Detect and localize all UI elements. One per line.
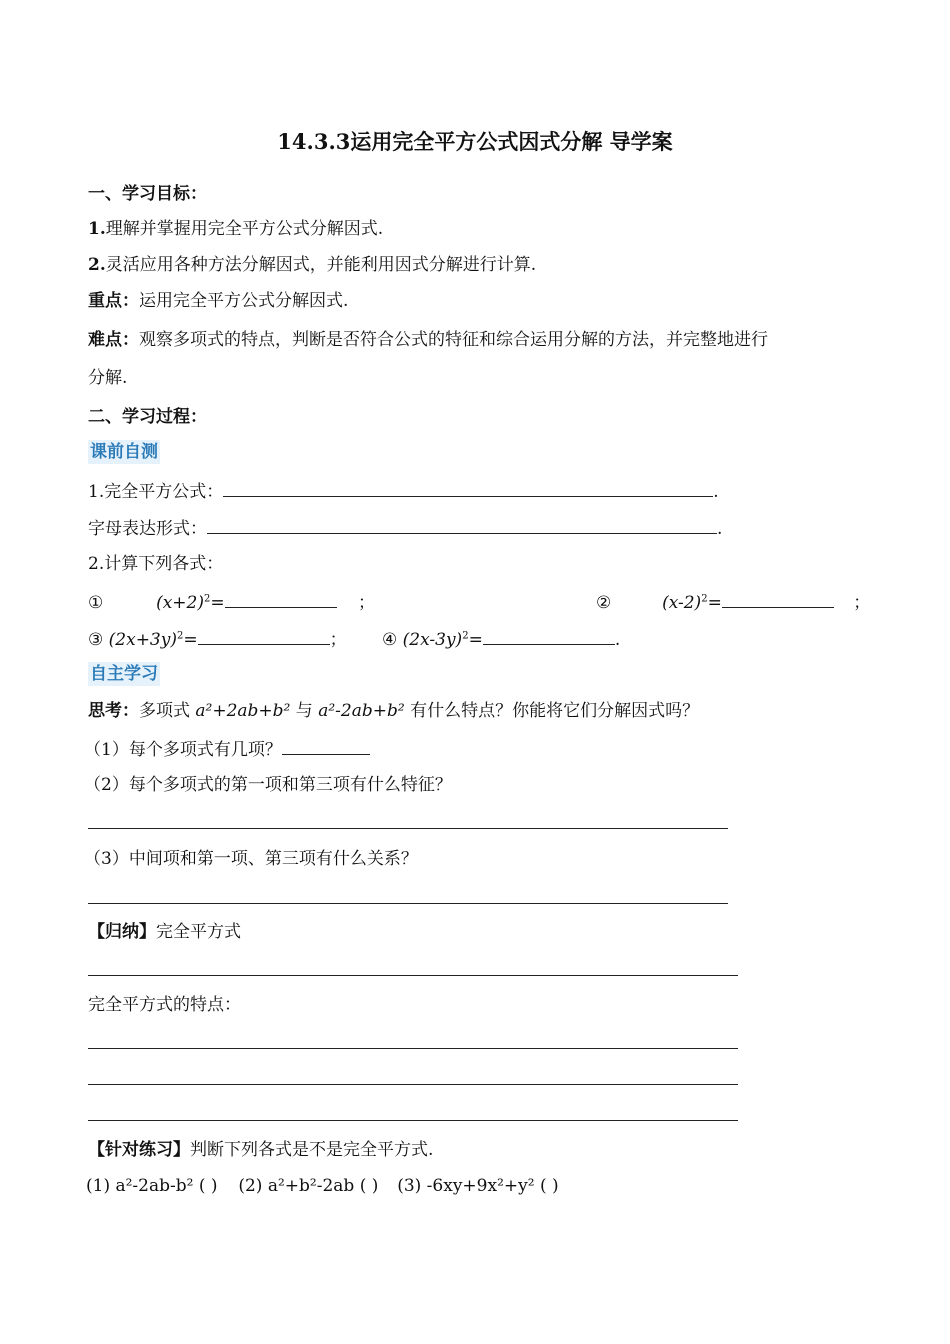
key-point — [88, 289, 348, 313]
think-polynomial-1: a²+2ab+b² — [195, 701, 291, 721]
calc-1-expression: (x+2) — [156, 593, 204, 613]
goal-1-number: 1. — [88, 219, 106, 239]
calc-1-answer-blank[interactable] — [225, 589, 337, 608]
question-1-end: . — [713, 482, 719, 502]
calc-3-exponent: 2 — [177, 630, 184, 642]
calc-4-expression: (2x-3y) — [402, 630, 463, 650]
question-1b — [88, 515, 722, 541]
think-question — [88, 699, 699, 723]
calc-4-answer-blank[interactable] — [483, 626, 615, 645]
self-study-tag: 自主学习 — [90, 664, 158, 684]
goal-2 — [88, 253, 536, 277]
features-label: 完全平方式的特点： — [88, 995, 241, 1015]
page-title: 14.3.3运用完全平方公式因式分解 导学案 — [277, 129, 673, 154]
self-study-heading — [88, 662, 160, 686]
practice-item-3: (3) -6xy+9x²+y² ( ) — [397, 1176, 559, 1196]
key-point-text: 运用完全平方公式分解因式. — [139, 291, 349, 311]
question-1b-end: . — [717, 519, 723, 539]
features-answer-line-3[interactable] — [88, 1120, 738, 1121]
pre-test-heading — [88, 440, 160, 464]
sub-question-3: （3）中间项和第一项、第三项有什么关系？ — [84, 849, 418, 869]
calc-2 — [596, 589, 870, 615]
features-answer-line-2[interactable] — [88, 1084, 738, 1085]
question-1 — [88, 478, 719, 504]
calc-2-equals: = — [707, 593, 722, 613]
think-label: 思考： — [88, 701, 139, 721]
think-polynomial-2: a²-2ab+b² — [318, 701, 405, 721]
calc-2-end: ； — [853, 593, 871, 613]
goal-2-number: 2. — [88, 255, 106, 275]
calc-1-end: ； — [358, 593, 376, 613]
section2-heading: 二、学习过程： — [88, 407, 207, 427]
key-point-label: 重点： — [88, 291, 139, 311]
calc-2-answer-blank[interactable] — [722, 589, 834, 608]
question-1b-answer-blank[interactable] — [207, 515, 717, 534]
question-1b-label: 字母表达形式： — [88, 519, 207, 539]
difficulty-text-line2: 分解. — [88, 368, 128, 388]
difficulty-point — [88, 328, 768, 352]
calc-3-equals: = — [183, 630, 198, 650]
think-mid: 与 — [295, 701, 313, 721]
practice-items — [86, 1174, 559, 1198]
practice-text: 判断下列各式是不是完全平方式. — [190, 1140, 434, 1160]
pre-test-tag: 课前自测 — [90, 442, 158, 462]
sub-question-1 — [84, 736, 370, 762]
question-2-label: 2.计算下列各式： — [88, 554, 224, 574]
calc-3-end: ； — [329, 630, 347, 650]
calc-3 — [88, 626, 347, 652]
think-pre: 多项式 — [139, 701, 190, 721]
calc-1 — [88, 589, 375, 615]
calc-3-marker: ③ — [88, 630, 104, 650]
difficulty-label: 难点： — [88, 330, 139, 350]
summary-answer-line[interactable] — [88, 975, 738, 976]
calc-4-marker: ④ — [382, 630, 398, 650]
sub-question-1-text: （1）每个多项式有几项？ — [84, 740, 282, 760]
calc-2-marker: ② — [596, 593, 612, 613]
question-1-label: 1.完全平方公式： — [88, 482, 224, 502]
goal-1-text: 理解并掌握用完全平方公式分解因式. — [105, 219, 384, 239]
calc-2-expression: (x-2) — [662, 593, 702, 613]
calc-1-equals: = — [210, 593, 225, 613]
goal-1 — [88, 217, 383, 241]
calc-1-exponent: 2 — [203, 593, 211, 605]
calc-3-answer-blank[interactable] — [198, 626, 330, 645]
calc-4-exponent: 2 — [462, 630, 469, 642]
sub-question-2-answer-line[interactable] — [88, 828, 728, 829]
sub-question-1-answer-blank[interactable] — [282, 736, 370, 755]
think-post: 有什么特点？你能将它们分解因式吗？ — [410, 701, 700, 721]
summary-label: 【归纳】 — [88, 922, 156, 942]
calc-1-marker: ① — [88, 593, 104, 613]
practice-item-1: (1) a²-2ab-b² ( ) — [86, 1176, 218, 1196]
calc-2-exponent: 2 — [701, 593, 708, 605]
summary — [88, 920, 241, 944]
sub-question-3-answer-line[interactable] — [88, 903, 728, 904]
practice-item-2: (2) a²+b²-2ab ( ) — [238, 1176, 379, 1196]
question-1-answer-blank[interactable] — [223, 478, 713, 497]
practice-label: 【针对练习】 — [88, 1140, 190, 1160]
goal-2-text: 灵活应用各种方法分解因式，并能利用因式分解进行计算. — [105, 255, 537, 275]
practice-heading — [88, 1138, 433, 1162]
section1-heading: 一、学习目标： — [88, 184, 207, 204]
difficulty-text-line1: 观察多项式的特点，判断是否符合公式的特征和综合运用分解的方法，并完整地进行 — [139, 330, 768, 350]
calc-4-equals: = — [468, 630, 483, 650]
sub-question-2: （2）每个多项式的第一项和第三项有什么特征？ — [84, 775, 452, 795]
features-answer-line-1[interactable] — [88, 1048, 738, 1049]
calc-4-end: . — [614, 630, 621, 650]
summary-text: 完全平方式 — [156, 922, 241, 942]
calc-4 — [382, 626, 620, 652]
calc-3-expression: (2x+3y) — [108, 630, 177, 650]
